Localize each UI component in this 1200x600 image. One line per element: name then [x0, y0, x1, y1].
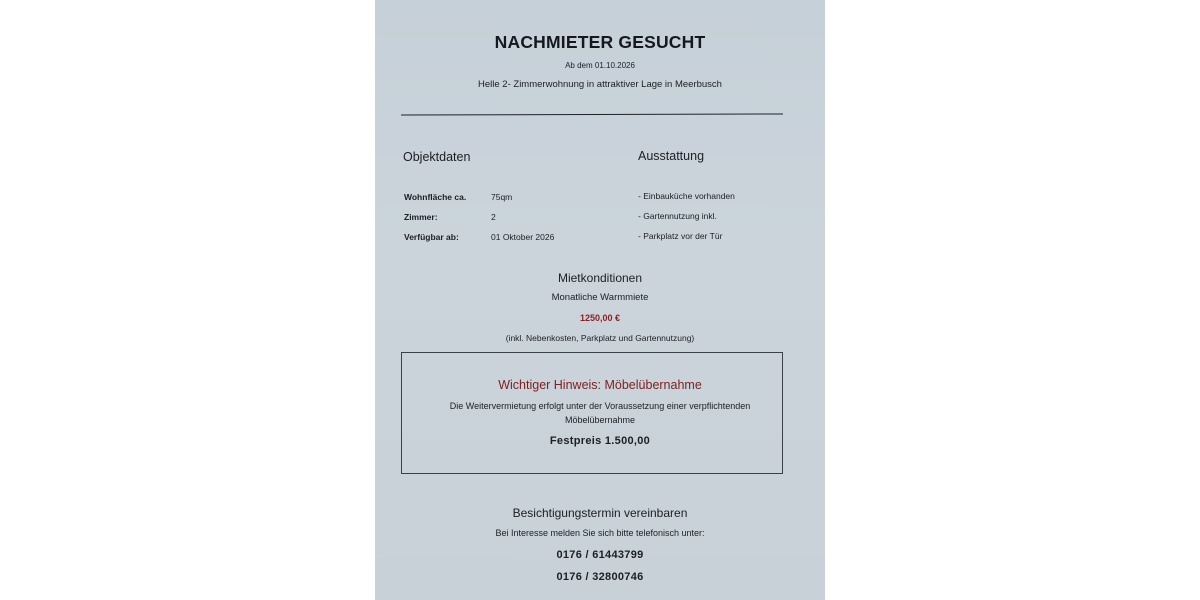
objektdaten-value-available: 01 Oktober 2026	[491, 232, 555, 242]
rent-note: (inkl. Nebenkosten, Parkplatz und Gartennutzung)	[505, 333, 695, 343]
viewing-text: Bei Interesse melden Sie sich bitte telefonisch unter:	[495, 528, 705, 538]
ausstattung-item-kitchen: - Einbauküche vorhanden	[638, 191, 735, 201]
furniture-notice-text-line1: Die Weitervermietung erfolgt unter der Voraussetzung einer verpflichtenden	[449, 401, 751, 411]
objektdaten-label-rooms: Zimmer:	[404, 212, 438, 222]
phone-number-2: 0176 / 32800746	[556, 571, 644, 583]
furniture-notice-text-line2: Möbelübernahme	[564, 415, 636, 425]
viewing-heading: Besichtigungstermin vereinbaren	[512, 506, 688, 520]
objektdaten-label-available: Verfügbar ab:	[404, 232, 459, 242]
furniture-price: Festpreis 1.500,00	[549, 435, 651, 447]
furniture-notice-box	[401, 352, 783, 474]
available-from-date: Ab dem 01.10.2026	[565, 61, 635, 70]
objektdaten-label-area: Wohnfläche ca.	[404, 192, 467, 202]
furniture-notice-title: Wichtiger Hinweis: Möbelübernahme	[498, 378, 702, 392]
objektdaten-heading: Objektdaten	[403, 150, 471, 164]
phone-number-1: 0176 / 61443799	[556, 549, 644, 561]
apartment-tagline: Helle 2- Zimmerwohnung in attraktiver Lage in Meerbusch	[478, 79, 722, 90]
mietkonditionen-subheading: Monatliche Warmmiete	[551, 292, 649, 303]
objektdaten-value-rooms: 2	[491, 212, 496, 222]
flyer-title: NACHMIETER GESUCHT	[494, 32, 706, 52]
rent-price: 1250,00 €	[579, 313, 621, 323]
objektdaten-value-area: 75qm	[491, 192, 513, 202]
ausstattung-item-parking: - Parkplatz vor der Tür	[638, 231, 723, 241]
ausstattung-heading: Ausstattung	[638, 149, 705, 163]
ausstattung-item-garden: - Gartennutzung inkl.	[638, 211, 717, 221]
header-divider	[401, 113, 783, 115]
mietkonditionen-heading: Mietkonditionen	[557, 271, 643, 285]
flyer-paper	[375, 0, 825, 600]
